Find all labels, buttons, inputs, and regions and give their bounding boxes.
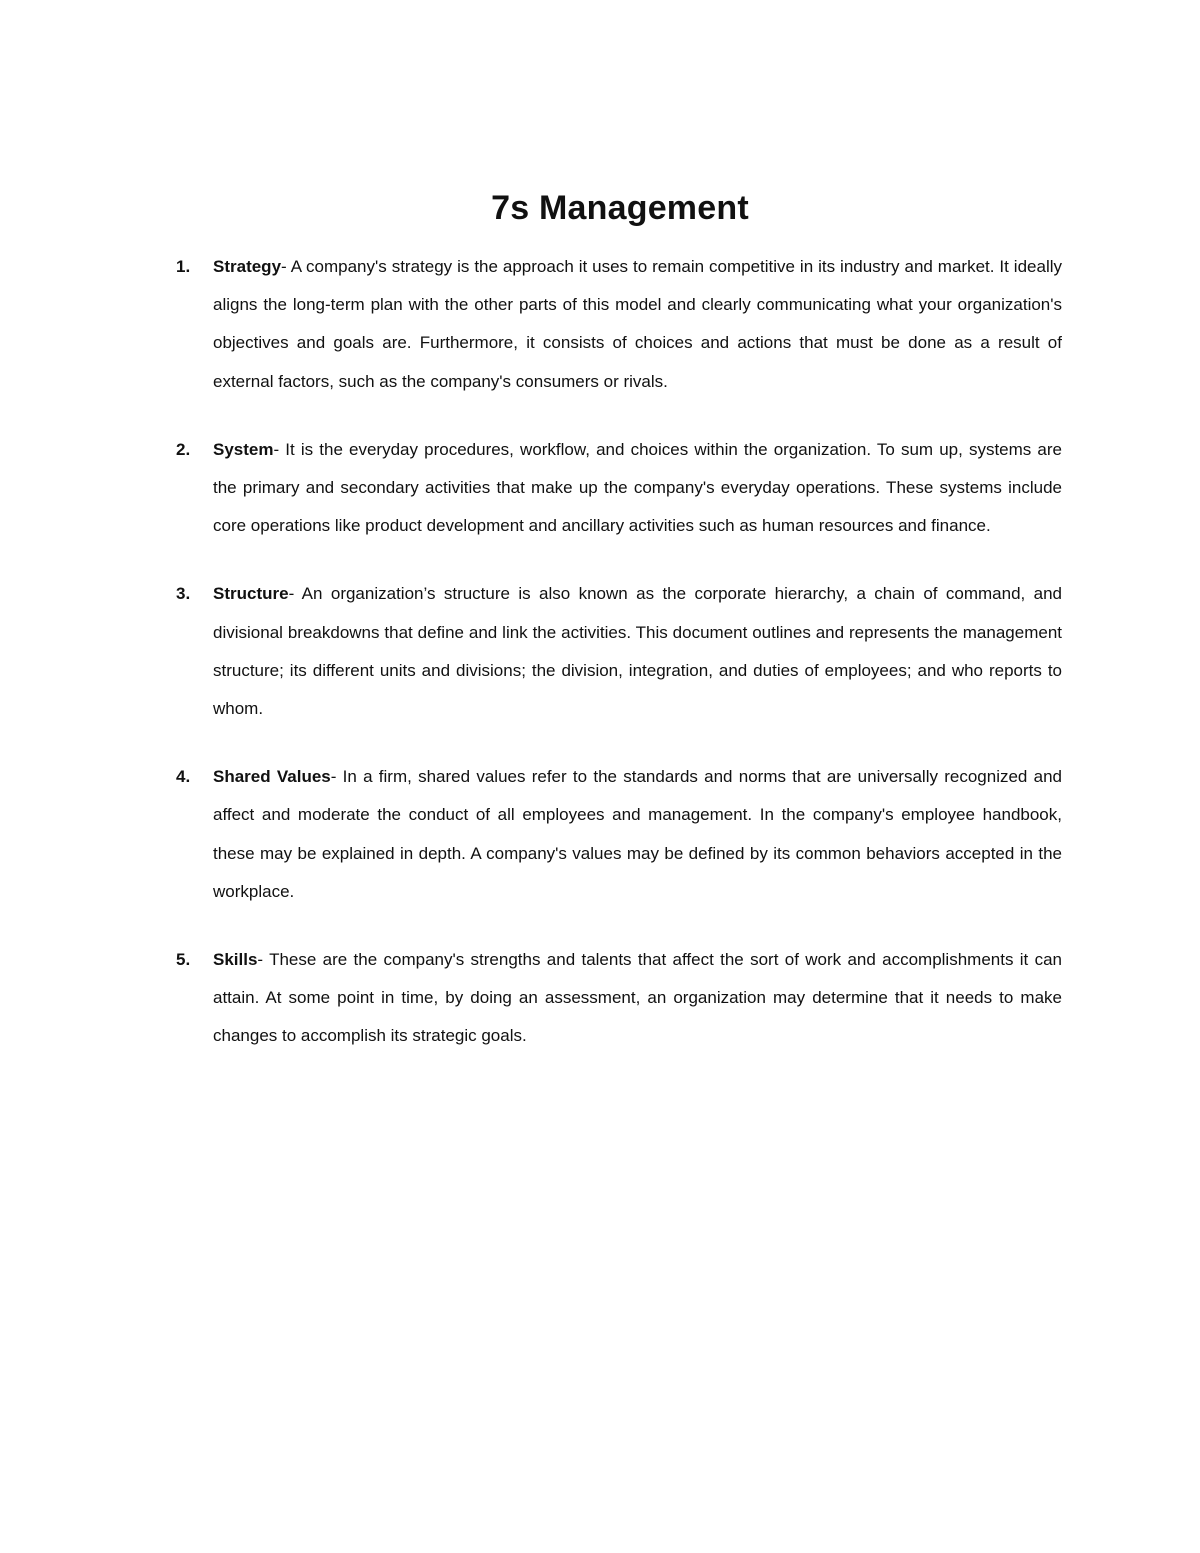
list-text: - An organization’s structure is also known as the corporate hierarchy, a chain of command, and divisional breakdowns that define and link the activities. This document outlines and represents the management structure; its different units and divisions; the division, integration, and duties of employees; and who reports to whom. — [213, 584, 1062, 719]
list-text: - A company's strategy is the approach it uses to remain competitive in its industry and market. It ideally aligns the long-term plan with the other parts of this model and clearly communicating what your organization's objectives and goals are. Furthermore, it consists of choices and actions that must be done as a result of external factors, such as the company's consumers or rivals. — [213, 257, 1062, 391]
list-item-structure — [176, 575, 1062, 728]
list-term: System — [213, 439, 274, 459]
list-term: Structure — [213, 584, 289, 604]
list-term: Shared Values — [213, 767, 331, 787]
list-term: Skills — [213, 950, 258, 970]
list-item-strategy — [176, 248, 1062, 401]
list-number: 5. — [176, 950, 191, 970]
list-item-skills — [176, 941, 1062, 1056]
list-number: 1. — [176, 257, 191, 276]
list-text: - It is the everyday procedures, workflow, and choices within the organization. To sum up, systems are the primary and secondary activities that make up the company's everyday operations. These systems include core operations like product development and ancillary activities such as human resources and finance. — [213, 439, 1062, 536]
list-text: - These are the company's strengths and talents that affect the sort of work and accomplishments it can attain. At some point in time, by doing an assessment, an organization may determine that it needs to make changes to accomplish its strategic goals. — [213, 950, 1062, 1046]
page-title: 7s Management — [491, 189, 749, 227]
list-number: 2. — [176, 439, 191, 459]
list-number: 3. — [176, 584, 191, 604]
list-item-system — [176, 431, 1062, 546]
list-term: Strategy — [213, 257, 282, 276]
list-text: - In a firm, shared values refer to the standards and norms that are universally recognized and affect and moderate the conduct of all employees and management. In the company's employee handbook, these may be explained in depth. A company's values may be defined by its common behaviors accepted in the workplace. — [213, 767, 1063, 901]
list-item-shared-values — [176, 758, 1062, 911]
numbered-list — [176, 248, 1062, 1086]
list-number: 4. — [176, 767, 191, 787]
